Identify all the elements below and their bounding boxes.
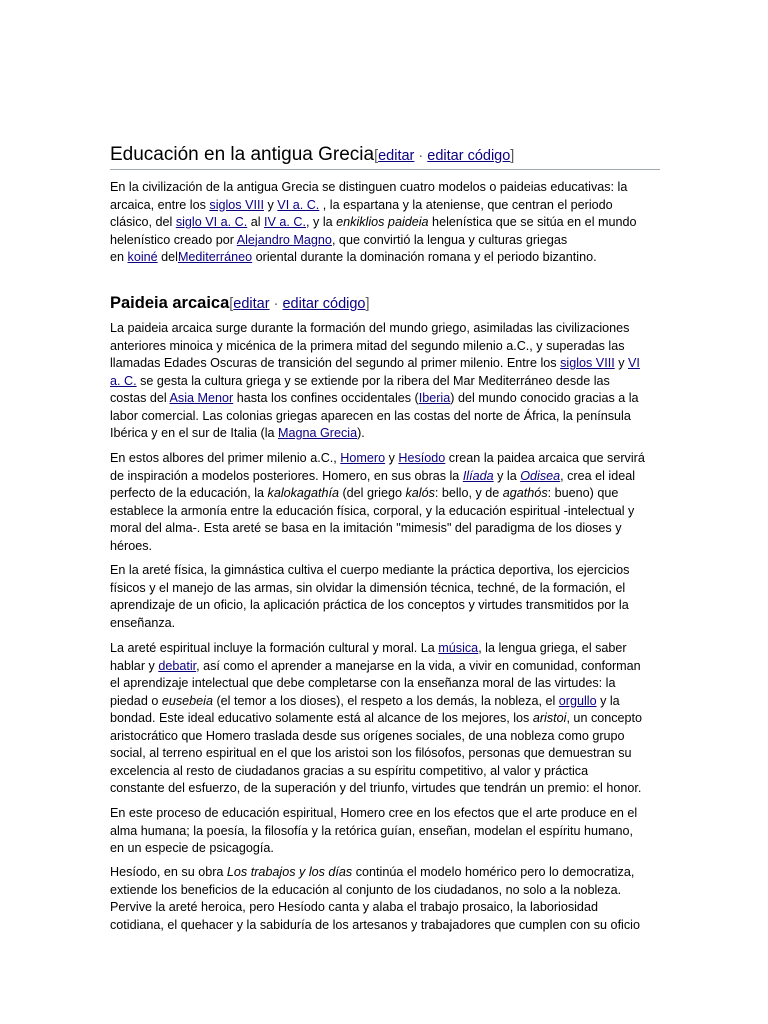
text: (del griego bbox=[338, 486, 406, 500]
text-line bbox=[110, 232, 660, 250]
link-siglos-viii[interactable]: siglos VIII bbox=[209, 197, 264, 212]
text-line bbox=[110, 728, 660, 746]
link-koine[interactable]: koiné bbox=[127, 250, 158, 264]
text-line bbox=[110, 823, 660, 841]
text-line bbox=[110, 355, 660, 373]
link-siglos-viii[interactable]: siglos VIII bbox=[560, 356, 615, 370]
text: y la bbox=[596, 693, 620, 708]
text-line bbox=[110, 320, 660, 338]
text: establece la armonía entre la educación física, corporal, y la educación espiritual -intelectual y bbox=[110, 503, 635, 518]
link-iliada[interactable]: Ilíada bbox=[462, 468, 494, 483]
text: (el temor a los dioses), el respeto a los demás, la nobleza, el bbox=[212, 693, 559, 708]
text: , crea el ideal bbox=[560, 468, 636, 483]
text-line bbox=[110, 468, 660, 486]
edit-code-link[interactable]: editar código bbox=[427, 148, 511, 164]
text-line bbox=[110, 450, 660, 468]
text: en un especie de psicagogía. bbox=[110, 841, 274, 855]
text-line bbox=[110, 840, 660, 858]
italic-term: kalós bbox=[405, 486, 435, 500]
text: moral del alma-. Esta areté se basa en la imitación "mimesis" del paradigma de los dioses y bbox=[110, 521, 622, 535]
link-homero[interactable]: Homero bbox=[340, 451, 386, 465]
text: cotidiana, el quehacer y la sabiduría de los artesanos y trabajadores que cumplen con su oficio bbox=[110, 917, 640, 932]
text: , un concepto bbox=[566, 711, 643, 725]
text-line bbox=[110, 710, 660, 728]
link-vi-ac[interactable]: VI a. C. bbox=[277, 197, 320, 212]
edit-link[interactable]: editar bbox=[378, 148, 415, 164]
text: , y la bbox=[306, 215, 337, 229]
text-line bbox=[110, 520, 660, 538]
italic-term: eusebeia bbox=[161, 693, 213, 708]
edit-link[interactable]: editar bbox=[233, 296, 270, 312]
text-line bbox=[110, 805, 660, 823]
section-title: Educación en la antigua Grecia bbox=[110, 144, 375, 165]
link-vi-ac-cont[interactable]: a. C. bbox=[110, 373, 137, 388]
edit-section-links bbox=[374, 148, 514, 164]
link-hesiodo[interactable]: Hesíodo bbox=[398, 451, 446, 465]
text-line bbox=[110, 763, 660, 781]
text: Hesíodo, en su obra bbox=[110, 865, 227, 879]
text: héroes. bbox=[110, 538, 153, 553]
link-musica[interactable]: música bbox=[438, 641, 479, 655]
text-line bbox=[110, 373, 660, 391]
text: , que convirtió la lengua y culturas griegas bbox=[331, 232, 568, 247]
text: labor comercial. Las colonias griegas aparecen en las costas del norte de África, la península bbox=[110, 408, 631, 423]
text: anteriores minoica y micénica de la primera mitad del segundo milenio a.C., y superadas las bbox=[110, 338, 625, 353]
text: excelencia al resto de ciudadanos gracias a su espíritu competitivo, al valor y práctica bbox=[110, 763, 589, 778]
text-line bbox=[110, 425, 660, 443]
link-odisea[interactable]: Odisea bbox=[520, 468, 561, 483]
edit-section-links bbox=[229, 296, 369, 312]
text-line bbox=[110, 917, 660, 935]
text: clásico, del bbox=[110, 215, 176, 229]
text: y bbox=[614, 356, 628, 370]
italic-term: kalokagathía bbox=[267, 486, 339, 500]
paragraph-3 bbox=[110, 562, 660, 632]
text: se gesta la cultura griega y se extiende por la ribera del Mar Mediterráneo desde las bbox=[136, 373, 610, 388]
text-line bbox=[110, 179, 660, 197]
italic-term: agathós bbox=[502, 486, 548, 500]
text-line bbox=[110, 864, 660, 882]
text: , la lengua griega, el saber bbox=[478, 641, 627, 655]
text-line bbox=[110, 640, 660, 658]
text-line bbox=[110, 597, 660, 615]
text: hablar y bbox=[110, 658, 159, 673]
text-line bbox=[110, 562, 660, 580]
text-line bbox=[110, 338, 660, 356]
text: y bbox=[385, 451, 399, 465]
text: helenístico creado por bbox=[110, 232, 237, 247]
text: La paideia arcaica surge durante la formación del mundo griego, asimiladas las civilizaciones bbox=[110, 321, 630, 335]
text: La areté espiritual incluye la formación cultural y moral. La bbox=[110, 641, 439, 655]
text: En la areté física, la gimnástica cultiva el cuerpo mediante la práctica deportiva, los ejercicios bbox=[110, 563, 630, 577]
text: , así como el aprender a manejarse en la vida, a vivir en comunidad, conforman bbox=[196, 658, 641, 673]
text: arcaica, entre los bbox=[110, 197, 210, 212]
text: hasta los confines occidentales ( bbox=[233, 391, 419, 405]
text: el aprendizaje intelectual que debe completarse con la enseñanza moral de las virtudes: la bbox=[110, 676, 616, 690]
text-line bbox=[110, 538, 660, 556]
text: helenística que se sitúa en el mundo bbox=[428, 215, 637, 229]
text-line bbox=[110, 408, 660, 426]
paragraph-2 bbox=[110, 450, 660, 555]
text-line bbox=[110, 882, 660, 900]
separator: · bbox=[269, 296, 283, 312]
bracket-close: ] bbox=[365, 296, 370, 312]
text: ) del mundo conocido gracias a la bbox=[450, 391, 639, 405]
text-line bbox=[110, 780, 660, 798]
link-iv-ac[interactable]: IV a. C. bbox=[264, 215, 307, 229]
italic-term: aristoi bbox=[532, 711, 567, 725]
text-line bbox=[110, 390, 660, 408]
text: , la espartana y la ateniense, que centran el periodo bbox=[319, 197, 613, 212]
bracket-close: ] bbox=[510, 148, 515, 164]
section-heading-educacion bbox=[110, 143, 660, 170]
text: aristocrático que Homero traslada desde sus orígenes sociales, de una nobleza como grupo bbox=[110, 728, 625, 743]
text-line bbox=[110, 675, 660, 693]
edit-code-link[interactable]: editar código bbox=[282, 296, 366, 312]
bracket-open: [ bbox=[374, 148, 379, 164]
text: En la civilización de la antigua Grecia se distinguen cuatro modelos o paideias educativas: la bbox=[110, 180, 628, 194]
text-line bbox=[110, 214, 660, 232]
text: : bueno) que bbox=[547, 486, 619, 500]
text: de inspiración a modelos posteriores. Homero, en sus obras la bbox=[110, 468, 463, 483]
text-line bbox=[110, 503, 660, 521]
text: físicos y el manejo de las armas, sin olvidar la dimensión técnica, techné, de la formación, el bbox=[110, 580, 626, 595]
text: perfecto de la educación, la bbox=[110, 486, 268, 500]
text: crean la paidea arcaica que servirá bbox=[445, 451, 645, 465]
paragraph-intro bbox=[110, 179, 660, 267]
text-line bbox=[110, 580, 660, 598]
text: extiende los beneficios de la educación al conjunto de los ciudadanos, no solo a la nobleza. bbox=[110, 882, 622, 897]
text: y bbox=[264, 197, 278, 212]
text-line bbox=[110, 745, 660, 763]
text: piedad o bbox=[110, 693, 162, 708]
paragraph-1 bbox=[110, 320, 660, 443]
link-asia-menor[interactable]: Asia Menor bbox=[169, 391, 234, 405]
link-debatir[interactable]: debatir bbox=[158, 658, 197, 673]
text: oriental durante la dominación romana y el periodo bizantino. bbox=[252, 250, 597, 264]
text: bondad. Este ideal educativo solamente está al alcance de los mejores, los bbox=[110, 711, 533, 725]
text-line bbox=[110, 615, 660, 633]
paragraph-6 bbox=[110, 864, 660, 934]
separator: · bbox=[414, 148, 428, 164]
link-siglo-vi-ac[interactable]: siglo VI a. C. bbox=[175, 215, 248, 229]
link-magna-grecia[interactable]: Magna Grecia bbox=[278, 426, 358, 440]
text-line bbox=[110, 197, 660, 215]
italic-title: Los trabajos y los días bbox=[226, 865, 353, 879]
link-alejandro-magno[interactable]: Alejandro Magno bbox=[236, 232, 332, 247]
text: Pervive la areté heroica, pero Hesíodo canta y alaba el trabajo prosaico, la laboriosidad bbox=[110, 900, 598, 914]
text-line bbox=[110, 658, 660, 676]
section-heading-paideia-arcaica bbox=[110, 292, 370, 315]
text: En este proceso de educación espiritual, Homero cree en los efectos que el arte produce en el bbox=[110, 806, 638, 820]
text: llamadas Edades Oscuras de transición del segundo al primer milenio. Entre los bbox=[110, 356, 561, 370]
link-vi-ac[interactable]: VI bbox=[628, 356, 640, 370]
text-line bbox=[110, 485, 660, 503]
text-line bbox=[110, 693, 660, 711]
text-line bbox=[110, 899, 660, 917]
text: continúa el modelo homérico pero lo democratiza, bbox=[352, 865, 635, 879]
bracket-open: [ bbox=[229, 296, 234, 312]
text: en bbox=[110, 250, 128, 264]
text: del bbox=[157, 250, 178, 264]
text: y la bbox=[493, 468, 521, 483]
text: costas del bbox=[110, 391, 170, 405]
text: ). bbox=[357, 426, 365, 440]
paragraph-5 bbox=[110, 805, 660, 858]
link-iberia[interactable]: Iberia bbox=[418, 391, 451, 405]
text: al bbox=[247, 215, 265, 229]
text: constante del esfuerzo, de la superación y del triunfo, virtudes que tendrán un premio: el honor. bbox=[110, 781, 642, 795]
link-orgullo[interactable]: orgullo bbox=[558, 693, 597, 708]
paragraph-4 bbox=[110, 640, 660, 798]
text: alma humana; la poesía, la filosofía y la retórica guían, enseñan, modelan el espíritu humano, bbox=[110, 823, 633, 838]
text: Ibérica y en el sur de Italia (la bbox=[110, 426, 278, 440]
text: enseñanza. bbox=[110, 615, 176, 630]
italic-term: enkiklios paideia bbox=[336, 215, 429, 229]
text: En estos albores del primer milenio a.C., bbox=[110, 451, 341, 465]
text-line bbox=[110, 249, 660, 267]
text: social, al terreno espiritual en el que los aristoi son los filósofos, personas que demuestran su bbox=[110, 746, 632, 760]
text: aprendizaje de un oficio, la aplicación práctica de los conceptos y virtudes transmitidos por la bbox=[110, 598, 629, 612]
section-title: Paideia arcaica bbox=[110, 294, 230, 312]
link-mediterraneo[interactable]: Mediterráneo bbox=[177, 250, 253, 264]
text: : bello, y de bbox=[434, 486, 503, 500]
